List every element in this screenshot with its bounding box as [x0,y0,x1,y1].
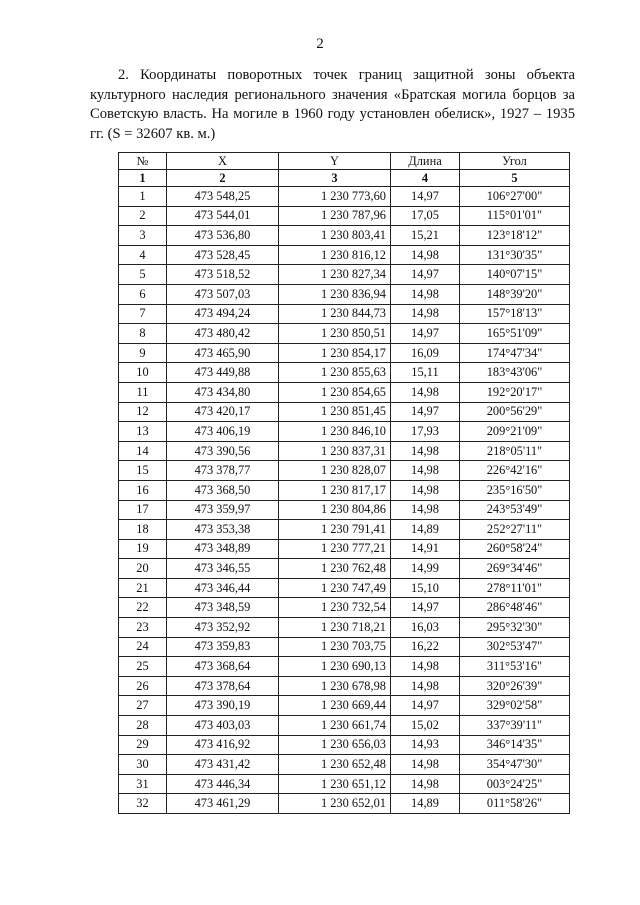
x-coordinate-cell: 473 416,92 [167,735,279,755]
x-coordinate-cell: 473 352,92 [167,618,279,638]
y-coordinate-cell: 1 230 844,73 [279,304,391,324]
section-heading-text: 2. Координаты поворотных точек границ защитной зоны объекта культурного наследия регионального значения «Братская могила борцов за Советскую власть. На могиле в 1960 году установлен обелиск», 1927 – 1935 гг. (S = 32607 кв. м.) [90,67,575,142]
length-cell: 15,10 [391,578,460,598]
x-coordinate-cell: 473 390,19 [167,696,279,716]
angle-cell: 165°51'09" [460,324,570,344]
x-coordinate-cell: 473 465,90 [167,343,279,363]
x-coordinate-cell: 473 403,03 [167,716,279,736]
length-cell: 14,97 [391,324,460,344]
length-cell: 14,99 [391,559,460,579]
x-coordinate-cell: 473 346,55 [167,559,279,579]
y-coordinate-cell: 1 230 656,03 [279,735,391,755]
length-cell: 16,09 [391,343,460,363]
column-number-1: 1 [119,170,167,187]
y-coordinate-cell: 1 230 690,13 [279,657,391,677]
y-coordinate-cell: 1 230 803,41 [279,226,391,246]
y-coordinate-cell: 1 230 718,21 [279,618,391,638]
length-cell: 15,11 [391,363,460,383]
y-coordinate-cell: 1 230 850,51 [279,324,391,344]
y-coordinate-cell: 1 230 747,49 [279,578,391,598]
column-number-row [119,170,570,187]
length-cell: 14,97 [391,696,460,716]
point-number-cell: 10 [119,363,167,383]
length-cell: 14,97 [391,402,460,422]
point-number-cell: 13 [119,422,167,442]
table-row [119,343,570,363]
column-number-3: 3 [279,170,391,187]
point-number-cell: 2 [119,206,167,226]
point-number-cell: 17 [119,500,167,520]
header-number: № [119,153,167,170]
x-coordinate-cell: 473 406,19 [167,422,279,442]
angle-cell: 209°21'09" [460,422,570,442]
x-coordinate-cell: 473 528,45 [167,245,279,265]
angle-cell: 302°53'47" [460,637,570,657]
y-coordinate-cell: 1 230 827,34 [279,265,391,285]
length-cell: 14,98 [391,676,460,696]
point-number-cell: 31 [119,774,167,794]
x-coordinate-cell: 473 359,83 [167,637,279,657]
length-cell: 14,97 [391,187,460,207]
angle-cell: 106°27'00" [460,187,570,207]
y-coordinate-cell: 1 230 837,31 [279,441,391,461]
length-cell: 16,22 [391,637,460,657]
point-number-cell: 32 [119,794,167,814]
table-row [119,637,570,657]
point-number-cell: 8 [119,324,167,344]
point-number-cell: 4 [119,245,167,265]
angle-cell: 269°34'46" [460,559,570,579]
table-row [119,755,570,775]
angle-cell: 218°05'11" [460,441,570,461]
length-cell: 14,91 [391,539,460,559]
y-coordinate-cell: 1 230 773,60 [279,187,391,207]
length-cell: 17,05 [391,206,460,226]
table-row [119,500,570,520]
angle-cell: 346°14'35" [460,735,570,755]
x-coordinate-cell: 473 536,80 [167,226,279,246]
y-coordinate-cell: 1 230 817,17 [279,480,391,500]
header-y: Y [279,153,391,170]
table-row [119,441,570,461]
x-coordinate-cell: 473 461,29 [167,794,279,814]
y-coordinate-cell: 1 230 854,17 [279,343,391,363]
angle-cell: 295°32'30" [460,618,570,638]
point-number-cell: 9 [119,343,167,363]
angle-cell: 174°47'34" [460,343,570,363]
table-row [119,696,570,716]
point-number-cell: 26 [119,676,167,696]
length-cell: 14,98 [391,304,460,324]
y-coordinate-cell: 1 230 787,96 [279,206,391,226]
table-row [119,304,570,324]
length-cell: 14,98 [391,245,460,265]
y-coordinate-cell: 1 230 762,48 [279,559,391,579]
y-coordinate-cell: 1 230 669,44 [279,696,391,716]
x-coordinate-cell: 473 359,97 [167,500,279,520]
y-coordinate-cell: 1 230 828,07 [279,461,391,481]
length-cell: 17,93 [391,422,460,442]
length-cell: 15,02 [391,716,460,736]
angle-cell: 260°58'24" [460,539,570,559]
table-row [119,618,570,638]
point-number-cell: 29 [119,735,167,755]
x-coordinate-cell: 473 446,34 [167,774,279,794]
x-coordinate-cell: 473 449,88 [167,363,279,383]
x-coordinate-cell: 473 420,17 [167,402,279,422]
column-number-5: 5 [460,170,570,187]
x-coordinate-cell: 473 346,44 [167,578,279,598]
point-number-cell: 16 [119,480,167,500]
length-cell: 14,89 [391,520,460,540]
x-coordinate-cell: 473 368,64 [167,657,279,677]
y-coordinate-cell: 1 230 854,65 [279,382,391,402]
header-x: X [167,153,279,170]
table-row [119,265,570,285]
y-coordinate-cell: 1 230 836,94 [279,284,391,304]
table-row [119,774,570,794]
table-row [119,284,570,304]
angle-cell: 192°20'17" [460,382,570,402]
table-row [119,735,570,755]
table-row [119,187,570,207]
header-length: Длина [391,153,460,170]
y-coordinate-cell: 1 230 816,12 [279,245,391,265]
angle-cell: 157°18'13" [460,304,570,324]
section-heading [90,66,575,144]
angle-cell: 235°16'50" [460,480,570,500]
point-number-cell: 12 [119,402,167,422]
x-coordinate-cell: 473 434,80 [167,382,279,402]
angle-cell: 243°53'49" [460,500,570,520]
point-number-cell: 20 [119,559,167,579]
x-coordinate-cell: 473 431,42 [167,755,279,775]
x-coordinate-cell: 473 368,50 [167,480,279,500]
column-number-4: 4 [391,170,460,187]
table-row [119,245,570,265]
angle-cell: 311°53'16" [460,657,570,677]
y-coordinate-cell: 1 230 651,12 [279,774,391,794]
x-coordinate-cell: 473 518,52 [167,265,279,285]
angle-cell: 354°47'30" [460,755,570,775]
x-coordinate-cell: 473 348,89 [167,539,279,559]
y-coordinate-cell: 1 230 661,74 [279,716,391,736]
x-coordinate-cell: 473 378,64 [167,676,279,696]
point-number-cell: 24 [119,637,167,657]
column-number-2: 2 [167,170,279,187]
table-row [119,520,570,540]
point-number-cell: 15 [119,461,167,481]
table-row [119,676,570,696]
point-number-cell: 19 [119,539,167,559]
angle-cell: 337°39'11" [460,716,570,736]
length-cell: 14,98 [391,657,460,677]
table-row [119,461,570,481]
length-cell: 14,97 [391,265,460,285]
x-coordinate-cell: 473 353,38 [167,520,279,540]
table-row [119,422,570,442]
angle-cell: 011°58'26" [460,794,570,814]
length-cell: 14,98 [391,284,460,304]
angle-cell: 003°24'25" [460,774,570,794]
length-cell: 15,21 [391,226,460,246]
table-row [119,559,570,579]
angle-cell: 123°18'12" [460,226,570,246]
point-number-cell: 28 [119,716,167,736]
x-coordinate-cell: 473 507,03 [167,284,279,304]
y-coordinate-cell: 1 230 777,21 [279,539,391,559]
point-number-cell: 30 [119,755,167,775]
table-row [119,402,570,422]
x-coordinate-cell: 473 544,01 [167,206,279,226]
table-row [119,324,570,344]
table-row [119,382,570,402]
y-coordinate-cell: 1 230 804,86 [279,500,391,520]
page-number: 2 [316,36,324,52]
x-coordinate-cell: 473 548,25 [167,187,279,207]
angle-cell: 320°26'39" [460,676,570,696]
x-coordinate-cell: 473 378,77 [167,461,279,481]
point-number-cell: 5 [119,265,167,285]
y-coordinate-cell: 1 230 652,48 [279,755,391,775]
x-coordinate-cell: 473 348,59 [167,598,279,618]
table-row [119,578,570,598]
y-coordinate-cell: 1 230 703,75 [279,637,391,657]
point-number-cell: 11 [119,382,167,402]
angle-cell: 131°30'35" [460,245,570,265]
y-coordinate-cell: 1 230 678,98 [279,676,391,696]
y-coordinate-cell: 1 230 855,63 [279,363,391,383]
length-cell: 14,98 [391,755,460,775]
table-row [119,794,570,814]
table-header-row [119,153,570,170]
length-cell: 14,98 [391,500,460,520]
y-coordinate-cell: 1 230 851,45 [279,402,391,422]
length-cell: 14,98 [391,382,460,402]
length-cell: 14,97 [391,598,460,618]
angle-cell: 115°01'01" [460,206,570,226]
table-row [119,598,570,618]
x-coordinate-cell: 473 494,24 [167,304,279,324]
angle-cell: 183°43'06" [460,363,570,383]
table-row [119,716,570,736]
point-number-cell: 18 [119,520,167,540]
length-cell: 14,93 [391,735,460,755]
point-number-cell: 6 [119,284,167,304]
y-coordinate-cell: 1 230 846,10 [279,422,391,442]
angle-cell: 226°42'16" [460,461,570,481]
table-row [119,226,570,246]
table-row [119,206,570,226]
table-body [119,187,570,814]
table-row [119,539,570,559]
angle-cell: 329°02'58" [460,696,570,716]
angle-cell: 140°07'15" [460,265,570,285]
point-number-cell: 25 [119,657,167,677]
x-coordinate-cell: 473 480,42 [167,324,279,344]
x-coordinate-cell: 473 390,56 [167,441,279,461]
point-number-cell: 7 [119,304,167,324]
table-row [119,657,570,677]
angle-cell: 278°11'01" [460,578,570,598]
point-number-cell: 27 [119,696,167,716]
table-row [119,480,570,500]
point-number-cell: 1 [119,187,167,207]
point-number-cell: 23 [119,618,167,638]
length-cell: 14,98 [391,480,460,500]
point-number-cell: 3 [119,226,167,246]
point-number-cell: 21 [119,578,167,598]
table-row [119,363,570,383]
y-coordinate-cell: 1 230 791,41 [279,520,391,540]
point-number-cell: 14 [119,441,167,461]
length-cell: 16,03 [391,618,460,638]
header-angle: Угол [460,153,570,170]
point-number-cell: 22 [119,598,167,618]
length-cell: 14,98 [391,441,460,461]
length-cell: 14,89 [391,794,460,814]
angle-cell: 252°27'11" [460,520,570,540]
y-coordinate-cell: 1 230 732,54 [279,598,391,618]
angle-cell: 148°39'20" [460,284,570,304]
angle-cell: 286°48'46" [460,598,570,618]
length-cell: 14,98 [391,774,460,794]
y-coordinate-cell: 1 230 652,01 [279,794,391,814]
angle-cell: 200°56'29" [460,402,570,422]
length-cell: 14,98 [391,461,460,481]
coordinates-table [118,152,570,814]
